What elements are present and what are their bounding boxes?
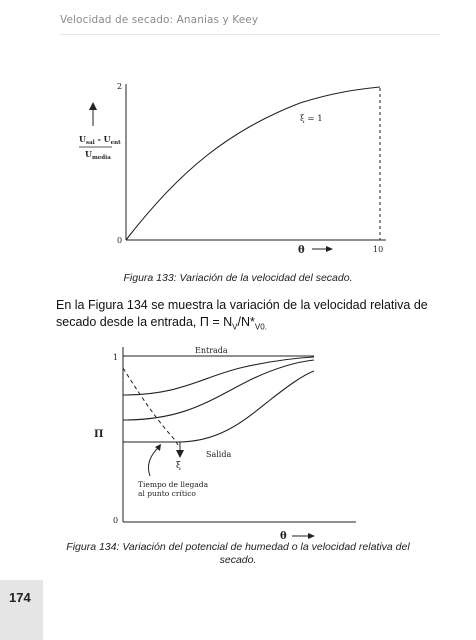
fig134-xi-label: ξ [176,461,181,471]
fig133-curve-label: ξ = 1 [300,114,323,124]
fig134-tiempo-line1: Tiempo de llegada [138,480,209,489]
fig133-x-tick-10: 10 [373,245,384,254]
figure-134-caption-line2: secado. [219,554,257,566]
fig134-right-arrow-icon [308,533,315,539]
paragraph-slash: /N* [237,315,255,329]
fig134-x-label: θ [280,531,287,542]
paragraph-line-2-text: secado desde la entrada, Π = N [56,315,233,329]
page-number-strip [0,580,43,640]
fig134-tiempo-line2: al punto crítico [138,489,196,498]
page-number: 174 [9,590,31,605]
fig134-y-label: Π [94,429,104,440]
fig133-x-label: θ [298,245,305,256]
fig134-down-arrow-icon [176,450,184,458]
fig133-y-tick-2: 2 [117,82,123,91]
figure-134-caption [54,541,422,567]
fig133-origin-label: 0 [117,236,123,245]
figure-133 [79,82,386,256]
figure-134-caption-line1: Figura 134: Variación del potencial de humedad o la velocidad relativa del [66,541,410,553]
fig134-origin-label: 0 [113,516,119,525]
running-header: Velocidad de secado: Ananias y Keey [60,14,259,26]
fig133-right-arrow-icon [326,246,333,252]
paragraph-line-2 [56,314,428,336]
fig134-curve-upper [123,357,314,395]
fig134-critical-dashed-curve [123,368,178,445]
fig134-curve-salida [123,371,314,442]
fig133-y-label-top: $U_{sal} - U_{ent}$ [79,134,121,146]
figure-133-caption: Figura 133: Variación de la velocidad del secado. [123,272,353,284]
fig134-y-tick-1: 1 [113,353,119,362]
fig133-up-arrow-icon [89,102,97,110]
figure-134 [94,346,356,542]
fig134-entrada-label: Entrada [195,346,228,355]
fig134-salida-label: Salida [206,450,232,459]
fig134-pointer-line [148,446,160,476]
fig133-y-label-bottom: $U_{media}$ [85,149,111,161]
nv0-subscript: V0. [254,322,267,332]
paragraph-line-1: En la Figura 134 se muestra la variación de la velocidad relativa de [56,298,428,312]
nv-subscript: V [232,322,238,332]
fig133-curve [126,87,380,240]
body-paragraph [56,297,428,336]
